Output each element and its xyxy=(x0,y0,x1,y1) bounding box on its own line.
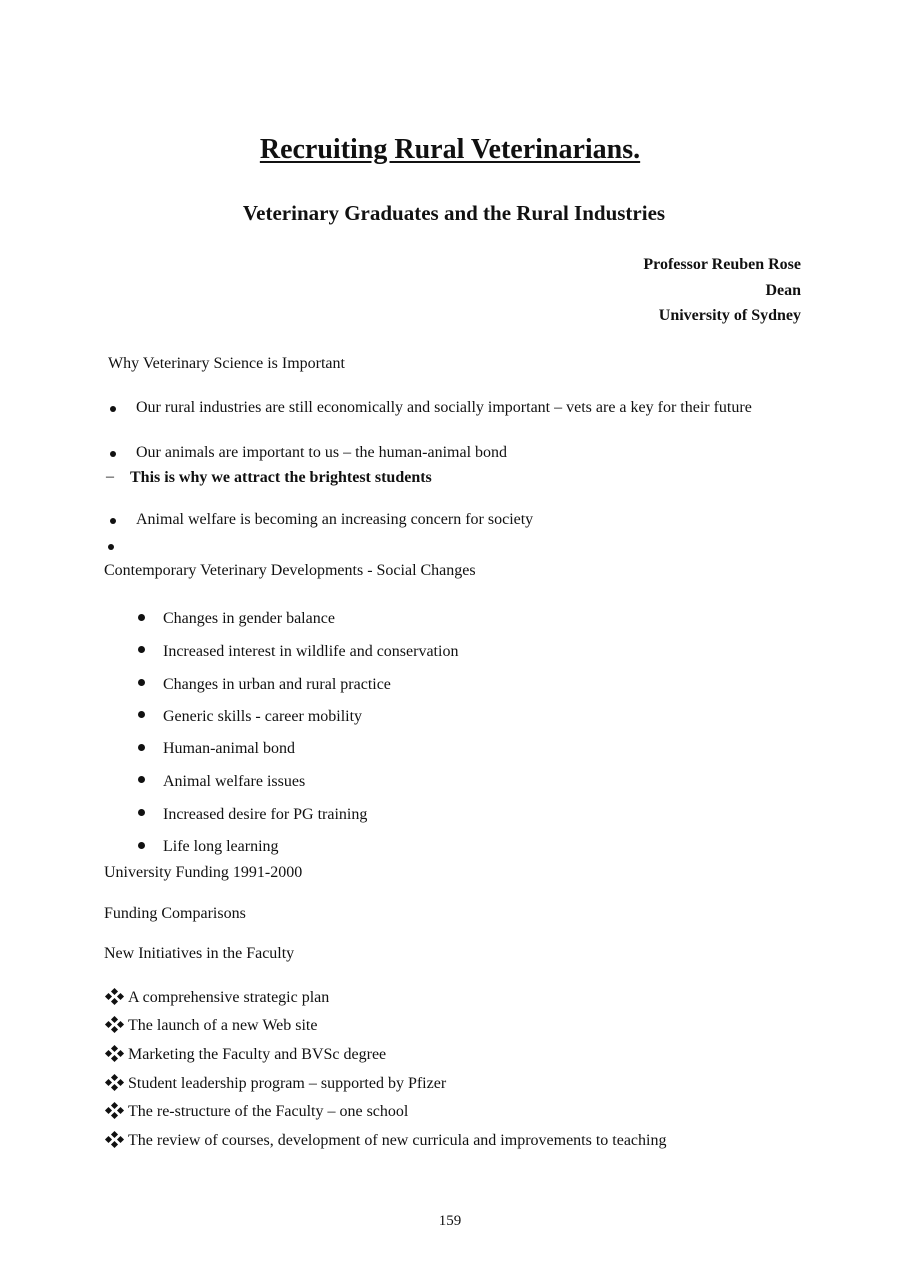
bullet-icon xyxy=(110,451,116,457)
bullet-icon xyxy=(110,518,116,524)
list-item: Increased desire for PG training xyxy=(163,806,368,823)
bullet-icon xyxy=(138,646,145,653)
author-institution: University of Sydney xyxy=(658,307,801,324)
bullet-icon xyxy=(110,406,116,412)
list-item: The re-structure of the Faculty – one school xyxy=(128,1103,409,1120)
bullet-icon xyxy=(138,744,145,751)
diamond-bullet-icon xyxy=(106,1075,124,1091)
diamond-bullet-icon xyxy=(106,1103,124,1119)
list-item: Human-animal bond xyxy=(163,740,295,757)
bullet-icon xyxy=(138,679,145,686)
section-heading-developments: Contemporary Veterinary Developments - Social Changes xyxy=(104,562,476,579)
list-item: Student leadership program – supported by Pfizer xyxy=(128,1075,447,1092)
author-name: Professor Reuben Rose xyxy=(643,256,801,273)
list-item: Changes in gender balance xyxy=(163,610,335,627)
page-number: 159 xyxy=(438,1213,462,1229)
diamond-bullet-icon xyxy=(106,1017,124,1033)
list-item: Our rural industries are still economically and socially important – vets are a key for their future xyxy=(136,399,752,416)
list-item: Changes in urban and rural practice xyxy=(163,676,391,693)
bullet-icon xyxy=(138,776,145,783)
list-item: Animal welfare issues xyxy=(163,773,306,790)
list-item: Generic skills - career mobility xyxy=(163,708,363,725)
section-heading-comparisons: Funding Comparisons xyxy=(104,905,246,922)
page-title: Recruiting Rural Veterinarians. xyxy=(259,134,641,165)
list-item: Increased interest in wildlife and conservation xyxy=(163,643,459,660)
section-heading-initiatives: New Initiatives in the Faculty xyxy=(104,945,295,962)
dash-icon: – xyxy=(106,468,114,485)
empty-bullet-icon xyxy=(108,544,114,550)
diamond-bullet-icon xyxy=(106,989,124,1005)
list-item: The launch of a new Web site xyxy=(128,1017,318,1034)
bullet-icon xyxy=(138,809,145,816)
list-item: Animal welfare is becoming an increasing concern for society xyxy=(136,511,534,528)
section-heading-funding: University Funding 1991-2000 xyxy=(104,864,303,881)
bullet-icon xyxy=(138,711,145,718)
emphasis-item: This is why we attract the brightest students xyxy=(130,469,432,486)
section-heading-importance: Why Veterinary Science is Important xyxy=(108,355,345,372)
author-role: Dean xyxy=(765,282,801,299)
list-item: Our animals are important to us – the human-animal bond xyxy=(136,444,508,461)
list-item: Life long learning xyxy=(163,838,279,855)
page-subtitle: Veterinary Graduates and the Rural Industries xyxy=(242,201,666,225)
diamond-bullet-icon xyxy=(106,1046,124,1062)
list-item: A comprehensive strategic plan xyxy=(128,989,330,1006)
list-item: Marketing the Faculty and BVSc degree xyxy=(128,1046,387,1063)
bullet-icon xyxy=(138,614,145,621)
diamond-bullet-icon xyxy=(106,1132,124,1148)
bullet-icon xyxy=(138,842,145,849)
list-item: The review of courses, development of new curricula and improvements to teaching xyxy=(128,1132,667,1149)
